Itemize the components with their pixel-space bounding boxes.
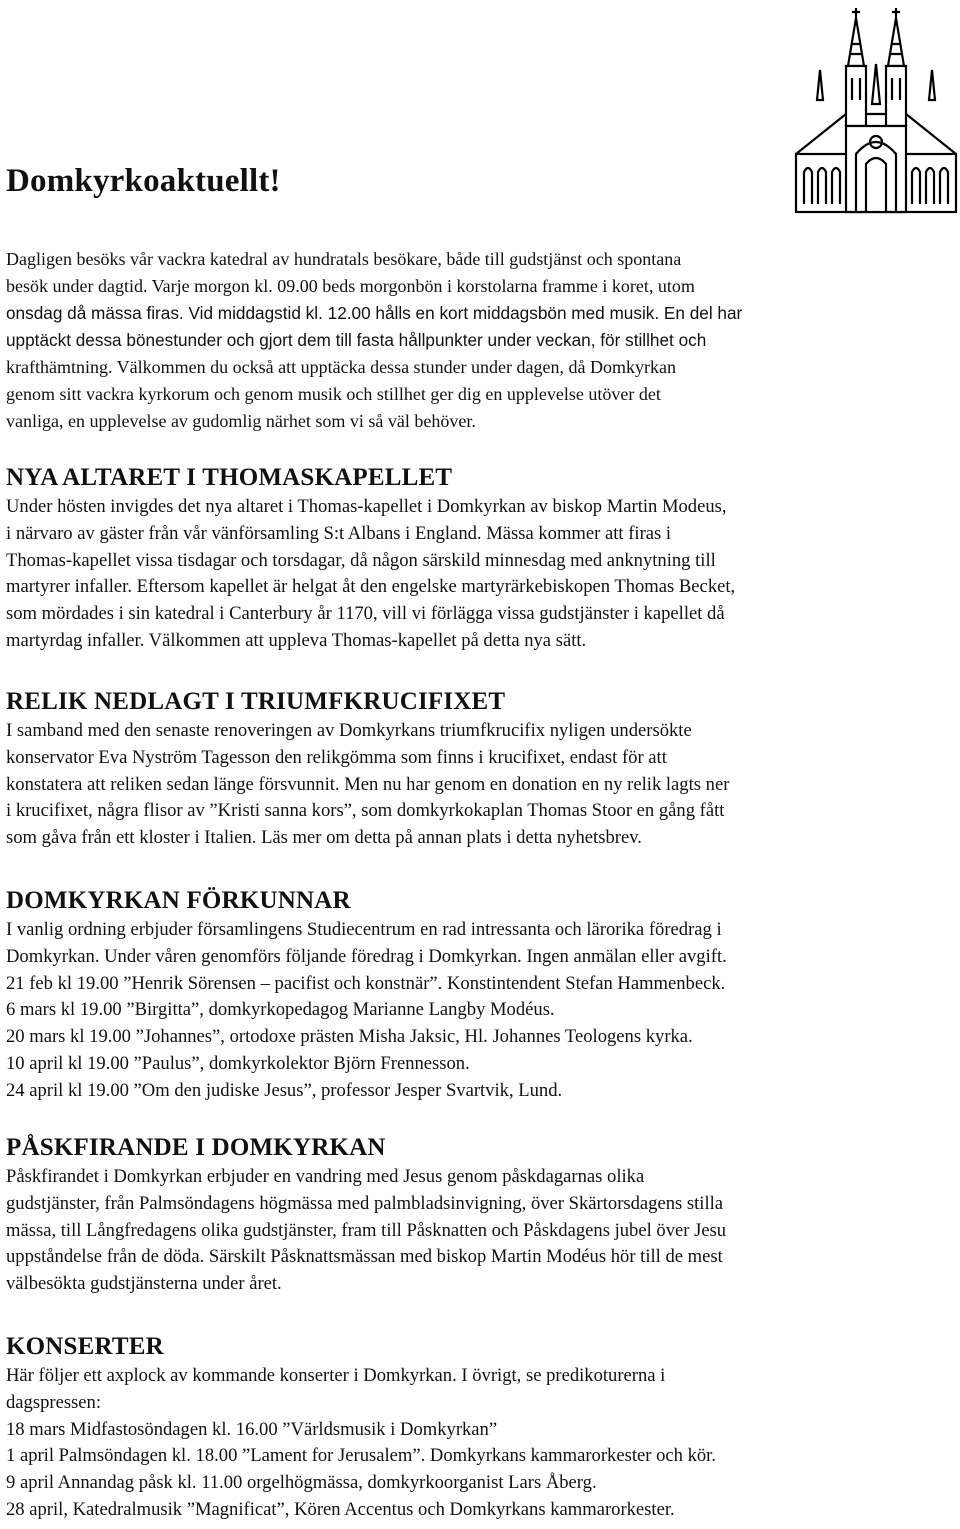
- body-line: Under hösten invigdes det nya altaret i Thomas-kapellet i Domkyrkan av biskop Martin Modeus,: [6, 496, 727, 517]
- body-line: Påskfirandet i Domkyrkan erbjuder en vandring med Jesus genom påskdagarnas olika: [6, 1166, 645, 1187]
- body-line: välbesökta gudstjänsterna under året.: [6, 1273, 282, 1295]
- section-body: [6, 494, 936, 655]
- body-line: Domkyrkan. Under våren genomförs följande föredrag i Domkyrkan. Ingen anmälan eller avgift.: [6, 945, 727, 967]
- body-line: i krucifixet, några flisor av ”Kristi sanna kors”, som domkyrkokaplan Thomas Stoor en gång fått: [6, 800, 725, 822]
- body-line: 28 april, Katedralmusik ”Magnificat”, Kören Accentus och Domkyrkans kammarorkester.: [6, 1498, 675, 1520]
- body-line: dagspressen:: [6, 1391, 102, 1413]
- section-paskfirande: [6, 1132, 936, 1298]
- body-line: 24 april kl 19.00 ”Om den judiske Jesus”, professor Jesper Svartvik, Lund.: [6, 1079, 563, 1101]
- body-line: martyrer infaller. Eftersom kapellet är helgat åt den engelske martyrärkebiskopen Thomas Becket,: [6, 576, 736, 598]
- body-line: mässa, till Långfredagens olika gudstjänster, fram till Påsknatten och Påskdagens jubel över Jesu: [6, 1219, 727, 1241]
- body-line: 21 feb kl 19.00 ”Henrik Sörensen – pacifist och konstnär”. Konstintendent Stefan Hammenbeck.: [6, 972, 726, 994]
- body-line: uppståndelse från de döda. Särskilt Påsknattsmässan med biskop Martin Modéus hör till de mest: [6, 1246, 723, 1268]
- body-line: som gåva från ett kloster i Italien. Läs mer om detta på annan plats i detta nyhetsbrev.: [6, 827, 642, 849]
- section-body: [6, 718, 936, 852]
- body-line: 9 april Annandag påsk kl. 11.00 orgelhögmässa, domkyrkoorganist Lars Åberg.: [6, 1472, 597, 1494]
- section-body: [6, 917, 936, 1105]
- cathedral-logo-icon: [790, 4, 960, 218]
- section-domkyrkan-forkunnar: [6, 885, 936, 1105]
- intro-line: besök under dagtid. Varje morgon kl. 09.00 beds morgonbön i korstolarna framme i koret, utom: [6, 276, 695, 296]
- section-heading: RELIK NEDLAGT I TRIUMFKRUCIFIXET: [6, 688, 506, 715]
- section-nya-altaret: [6, 462, 936, 655]
- body-line: 6 mars kl 19.00 ”Birgitta”, domkyrkopedagog Marianne Langby Modéus.: [6, 999, 555, 1021]
- section-body: [6, 1164, 936, 1298]
- body-line: Här följer ett axplock av kommande konserter i Domkyrkan. I övrigt, se predikoturerna i: [6, 1365, 666, 1386]
- body-line: 20 mars kl 19.00 ”Johannes”, ortodoxe prästen Misha Jaksic, Hl. Johannes Teologens kyrka.: [6, 1026, 693, 1048]
- intro-line: onsdag då mässa firas. Vid middagstid kl. 12.00 hålls en kort middagsbön med musik. En del har: [6, 303, 743, 323]
- body-line: I vanlig ordning erbjuder församlingens Studiecentrum en rad intressanta och lärorika föredrag i: [6, 919, 722, 940]
- body-line: konservator Eva Nyström Tagesson den relikgömma som finns i krucifixet, endast för att: [6, 746, 667, 768]
- section-heading: NYA ALTARET I THOMASKAPELLET: [6, 464, 453, 491]
- body-line: konstatera att reliken sedan länge försvunnit. Men nu har genom en donation en ny relik lagts ner: [6, 773, 730, 795]
- intro-line: vanliga, en upplevelse av gudomlig närhet som vi så väl behöver.: [6, 411, 476, 431]
- intro-line: genom sitt vackra kyrkorum och genom musik och stillhet ger dig en upplevelse utöver det: [6, 384, 661, 404]
- section-relik: [6, 686, 936, 852]
- body-line: 10 april kl 19.00 ”Paulus”, domkyrkolektor Björn Frennesson.: [6, 1052, 470, 1074]
- page-title: Domkyrkoaktuellt!: [6, 163, 281, 199]
- body-line: Thomas-kapellet vissa tisdagar och torsdagar, då någon särskild minnesdag med anknytning till: [6, 549, 716, 571]
- section-heading: PÅSKFIRANDE I DOMKYRKAN: [6, 1134, 386, 1161]
- body-line: gudstjänster, från Palmsöndagens högmässa med palmbladsinvigning, över Skärtorsdagens stilla: [6, 1192, 724, 1214]
- body-line: 1 april Palmsöndagen kl. 18.00 ”Lament for Jerusalem”. Domkyrkans kammarorkester och kör.: [6, 1445, 716, 1467]
- section-heading: KONSERTER: [6, 1333, 164, 1360]
- body-line: martyrdag infaller. Välkommen att uppleva Thomas-kapellet på detta nya sätt.: [6, 629, 587, 651]
- body-line: i närvaro av gäster från vår vänförsamling S:t Albans i England. Mässa kommer att firas i: [6, 522, 672, 544]
- section-konserter: [6, 1331, 936, 1524]
- section-body: [6, 1363, 936, 1524]
- section-heading: DOMKYRKAN FÖRKUNNAR: [6, 887, 351, 914]
- body-line: som mördades i sin katedral i Canterbury år 1170, vill vi förlägga vissa gudstjänster i kapellet då: [6, 603, 725, 625]
- intro-paragraph: [6, 246, 906, 435]
- intro-line: krafthämtning. Välkommen du också att upptäcka dessa stunder under dagen, då Domkyrkan: [6, 357, 676, 377]
- body-line: 18 mars Midfastosöndagen kl. 16.00 ”Världsmusik i Domkyrkan”: [6, 1418, 498, 1440]
- body-line: I samband med den senaste renoveringen av Domkyrkans triumfkrucifix nyligen undersökte: [6, 720, 692, 741]
- intro-line: upptäckt dessa bönestunder och gjort dem till fasta hållpunkter under veckan, för stillhet och: [6, 330, 707, 350]
- intro-line: Dagligen besöks vår vackra katedral av hundratals besökare, både till gudstjänst och spontana: [6, 249, 682, 269]
